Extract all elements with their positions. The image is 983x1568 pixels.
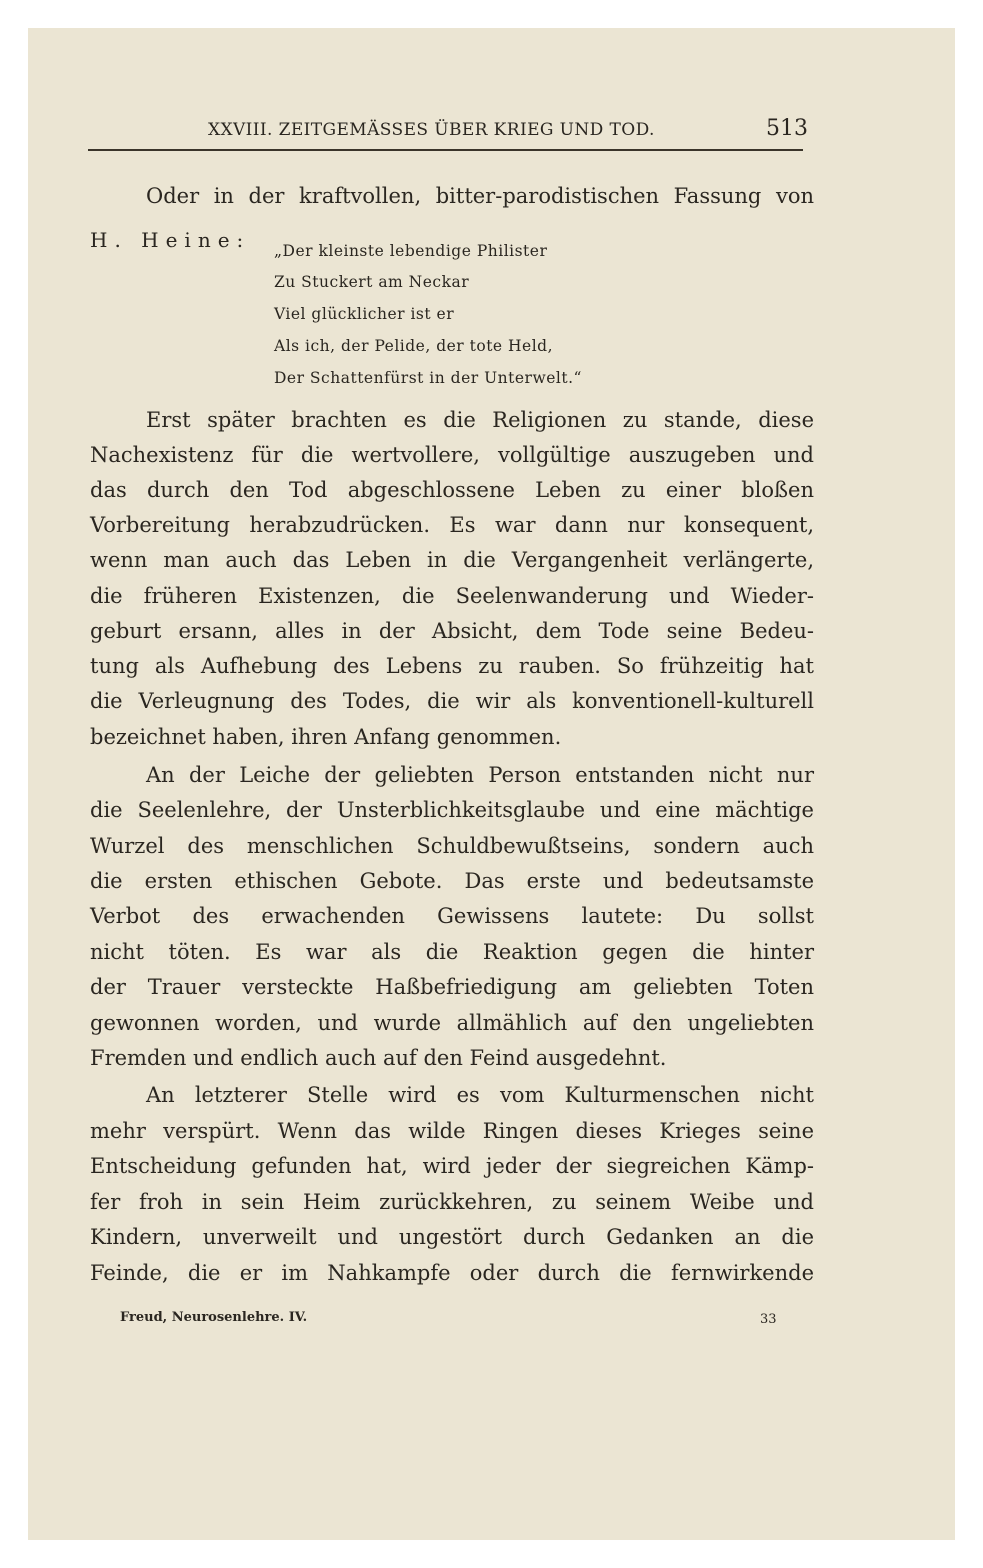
text-line: die Seelenlehre, der Unsterblichkeitsglaube und eine mächtige — [90, 798, 814, 822]
verse-line: Viel glücklicher ist er — [274, 305, 455, 323]
verse-line: Als ich, der Pelide, der tote Held, — [274, 337, 554, 355]
intro-author: H. Heine: — [90, 228, 251, 252]
text-line: gewonnen worden, und wurde allmählich auf den ungeliebten — [90, 1011, 814, 1035]
text-line: fer froh in sein Heim zurückkehren, zu seinem Weibe und — [90, 1190, 814, 1214]
text-line: Wurzel des menschlichen Schuldbewußtseins, sondern auch — [90, 834, 814, 858]
footer-signature: Freud, Neurosenlehre. IV. — [120, 1310, 308, 1325]
text-line: Verbot des erwachenden Gewissens lautete: Du sollst — [90, 904, 814, 928]
text-line: wenn man auch das Leben in die Vergangenheit verlängerte, — [90, 548, 814, 572]
verse-line: „Der kleinste lebendige Philister — [274, 242, 548, 260]
running-header-title: XXVIII. ZEITGEMÄSSES ÜBER KRIEG UND TOD. — [208, 120, 655, 140]
page-number: 513 — [766, 116, 808, 141]
text-line: Entscheidung gefunden hat, wird jeder der siegreichen Kämp- — [90, 1154, 814, 1178]
text-line: das durch den Tod abgeschlossene Leben zu einer bloßen — [90, 478, 814, 502]
text-line: An der Leiche der geliebten Person entstanden nicht nur — [146, 763, 814, 787]
text-line: Nachexistenz für die wertvollere, vollgültige auszugeben und — [90, 443, 814, 467]
text-line: Erst später brachten es die Religionen zu stande, diese — [146, 408, 814, 432]
verse-line: Zu Stuckert am Neckar — [274, 273, 470, 291]
text-line: geburt ersann, alles in der Absicht, dem Tode seine Bedeu- — [90, 619, 814, 643]
text-line: die früheren Existenzen, die Seelenwanderung und Wieder- — [90, 584, 814, 608]
text-line: Fremden und endlich auch auf den Feind ausgedehnt. — [90, 1046, 667, 1070]
text-line: der Trauer versteckte Haßbefriedigung am geliebten Toten — [90, 975, 814, 999]
text-line: Kindern, unverweilt und ungestört durch Gedanken an die — [90, 1225, 814, 1249]
book-page — [28, 28, 955, 1540]
text-line: die Verleugnung des Todes, die wir als konventionell-kulturell — [90, 689, 814, 713]
text-line: Vorbereitung herabzudrücken. Es war dann nur konsequent, — [90, 513, 814, 537]
footer-sheet-number: 33 — [760, 1312, 777, 1327]
text-line: bezeichnet haben, ihren Anfang genommen. — [90, 725, 562, 749]
text-line: An letzterer Stelle wird es vom Kulturmenschen nicht — [146, 1083, 814, 1107]
text-line: nicht töten. Es war als die Reaktion gegen die hinter — [90, 940, 814, 964]
intro-line: Oder in der kraftvollen, bitter-parodistischen Fassung von — [146, 184, 814, 208]
header-rule — [88, 149, 803, 151]
text-line: die ersten ethischen Gebote. Das erste und bedeutsamste — [90, 869, 814, 893]
verse-line: Der Schattenfürst in der Unterwelt.“ — [274, 369, 582, 387]
text-line: Feinde, die er im Nahkampfe oder durch die fernwirkende — [90, 1261, 814, 1285]
text-line: tung als Aufhebung des Lebens zu rauben. So frühzeitig hat — [90, 654, 814, 678]
text-line: mehr verspürt. Wenn das wilde Ringen dieses Krieges seine — [90, 1119, 814, 1143]
